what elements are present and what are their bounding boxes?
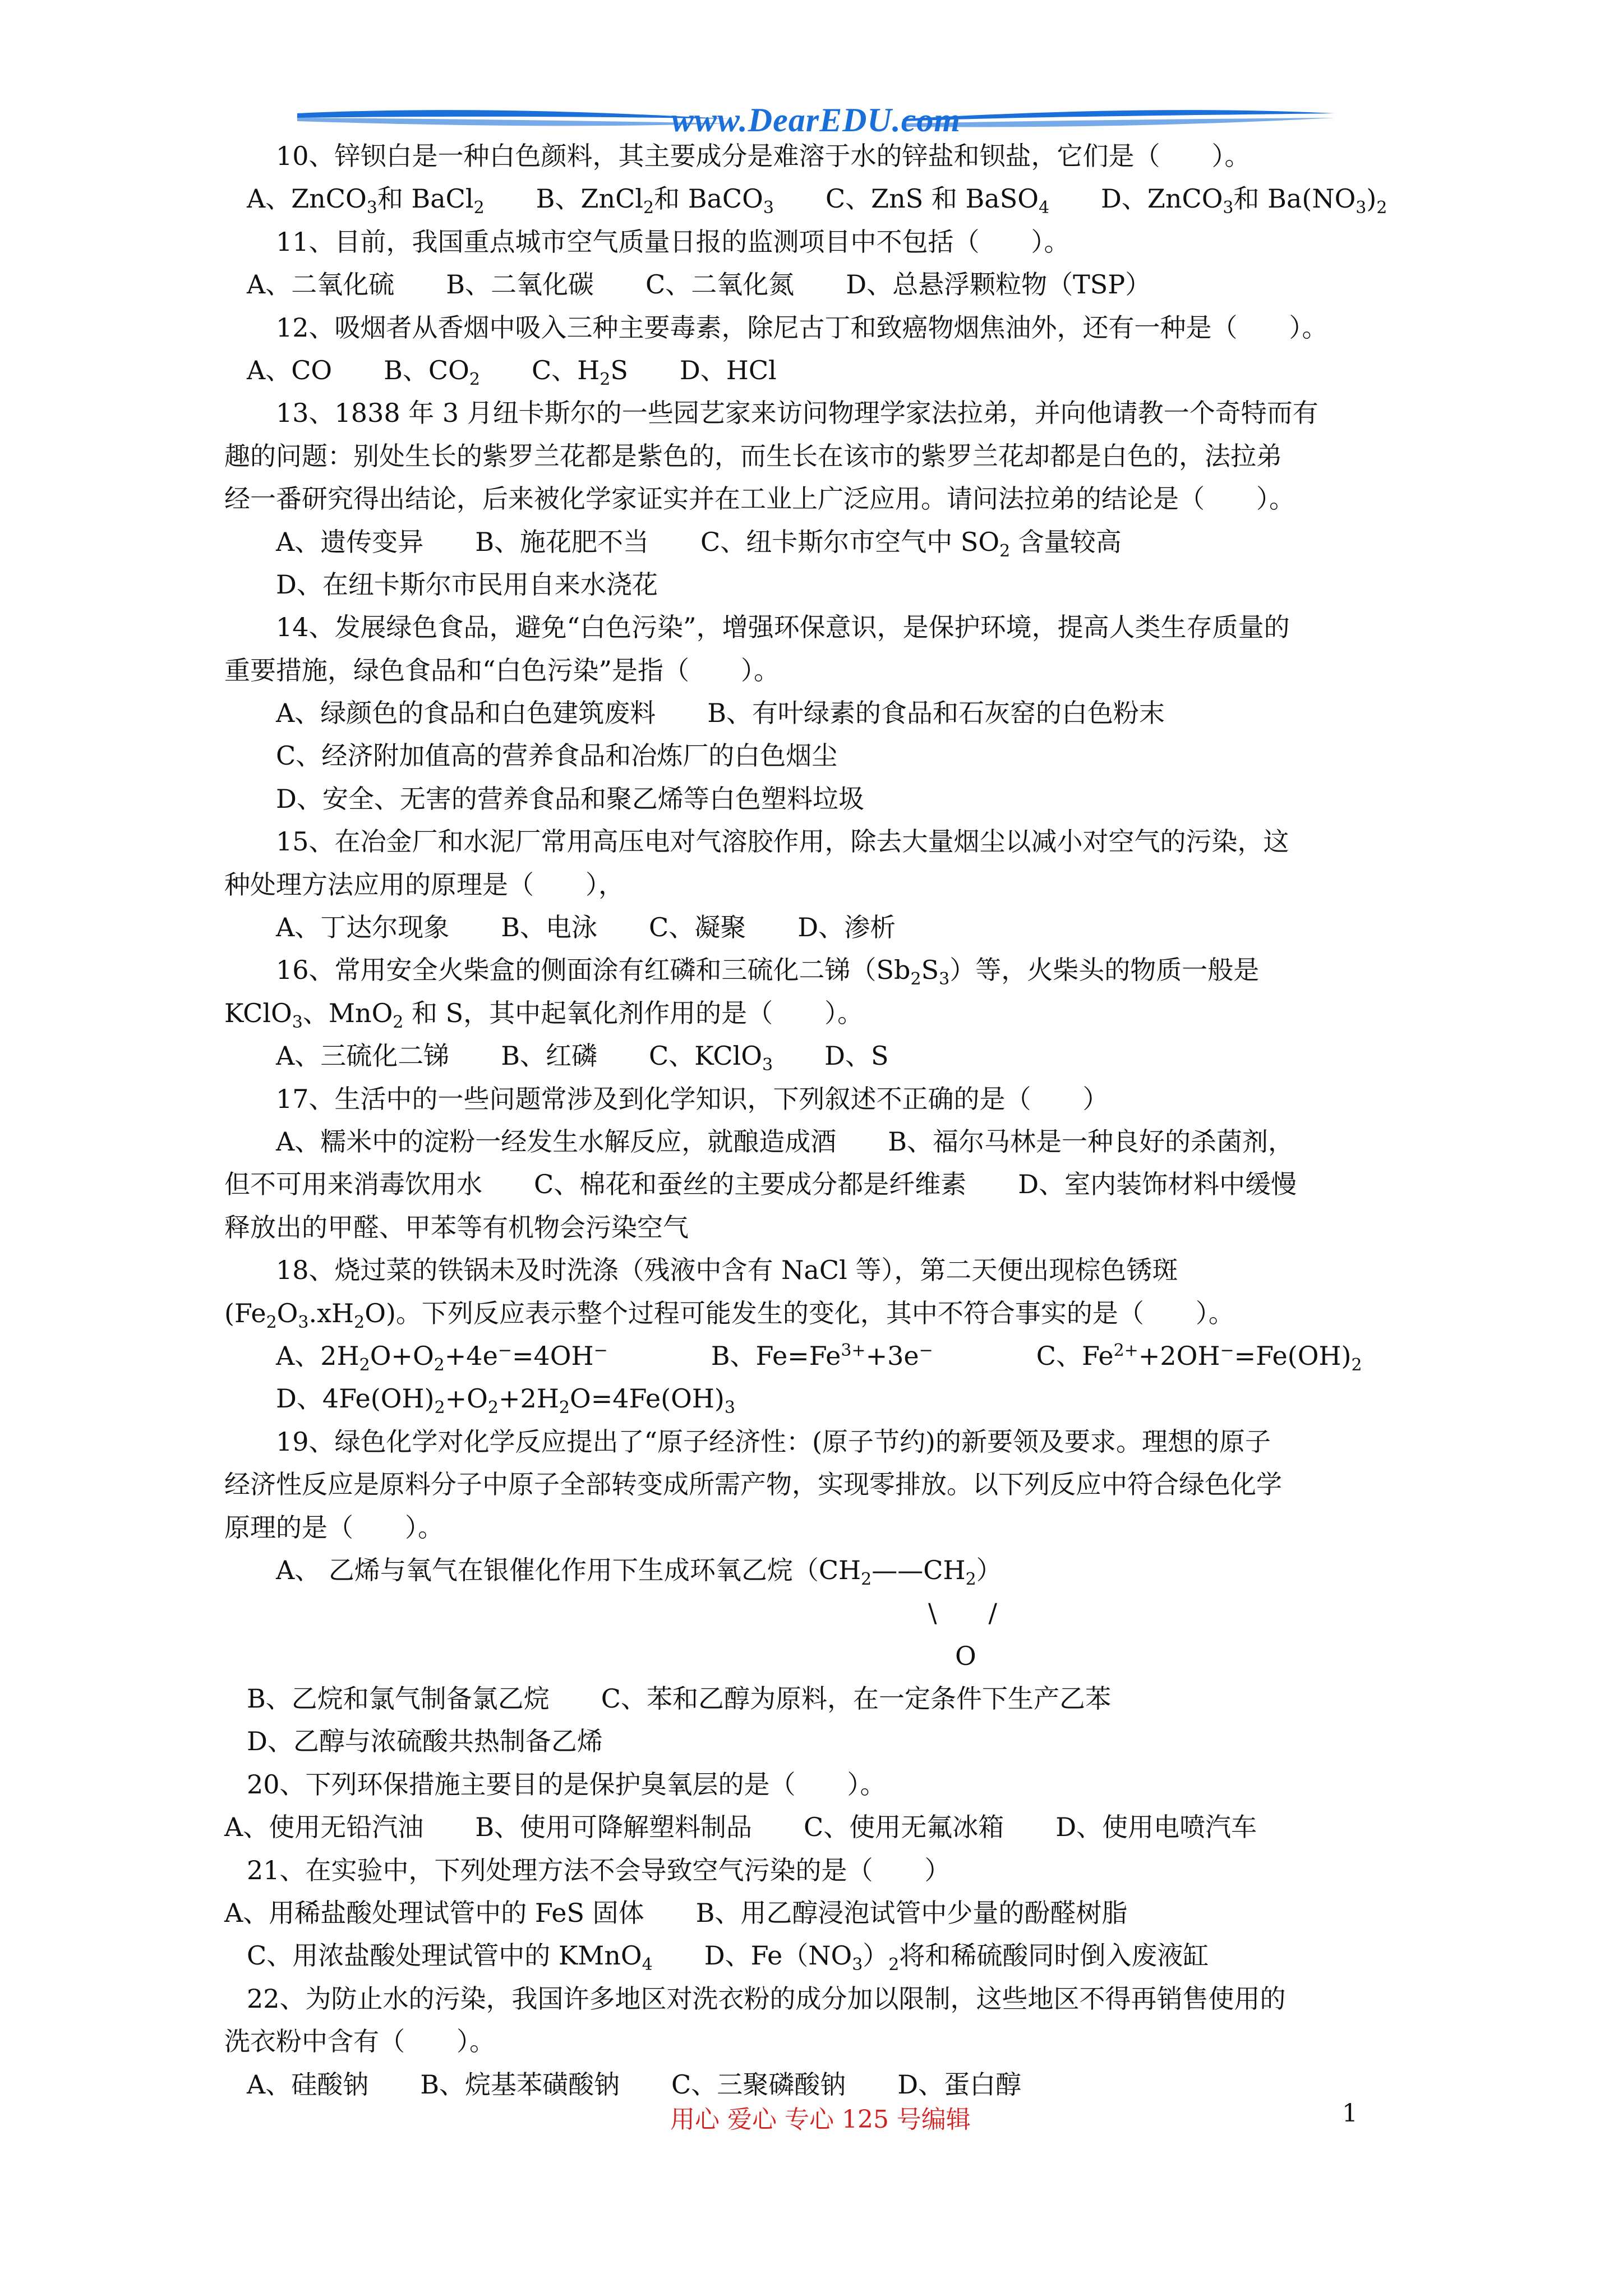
q12-stem: 12、吸烟者从香烟中吸入三种主要毒素，除尼古丁和致癌物烟焦油外，还有一种是（ ）。 [276, 312, 1328, 343]
q21-options-ab: A、用稀盐酸处理试管中的 FeS 固体 B、用乙醇浸泡试管中少量的酚醛树脂 [224, 1898, 1128, 1929]
q20-stem: 20、下列环保措施主要目的是保护臭氧层的是（ ）。 [247, 1769, 886, 1800]
q19-structure-bonds: \ / [928, 1598, 997, 1628]
q13-option-d: D、在纽卡斯尔市民用自来水浇花 [276, 569, 658, 600]
q12-options: A、CO B、$CO_2$ C、$H_2S$ D、HCl [247, 355, 777, 389]
q15-line1: 15、在冶金厂和水泥厂常用高压电对气溶胶作用，除去大量烟尘以减小对空气的污染，这 [276, 826, 1289, 857]
q13-options-abc: A、遗传变异 B、施花肥不当 C、纽卡斯尔市空气中 $SO_2$ 含量较高 [276, 526, 1122, 561]
site-logo[interactable]: www.DearEDU.com [671, 102, 961, 139]
q21-stem: 21、在实验中，下列处理方法不会导致空气污染的是（ ） [247, 1855, 951, 1885]
q22-line2: 洗衣粉中含有（ ）。 [224, 2026, 495, 2057]
q13-line1: 13、1838 年 3 月纽卡斯尔的一些园艺家来访问物理学家法拉弟，并向他请教一个奇特而有 [276, 398, 1318, 429]
q15-options: A、丁达尔现象 B、电泳 C、凝聚 D、渗析 [276, 912, 896, 943]
q21-options-cd: C、用浓盐酸处理试管中的 KMnO$_4$ D、$Fe(NO_3)_2$将和稀硫酸同时倒入废液缸 [247, 1940, 1209, 1975]
question-list [224, 135, 1430, 2106]
q19-line1: 19、绿色化学对化学反应提出了“原子经济性：(原子节约)的新要领及要求。理想的原子 [276, 1426, 1271, 1457]
q16-line1: 16、常用安全火柴盒的侧面涂有红磷和三硫化二锑$(Sb_2S_3)$等，火柴头的物质一般是 [276, 955, 1260, 990]
q19-line3: 原理的是（ ）。 [224, 1512, 444, 1543]
q10-options: A、ZnCO$_3$和 BaCl$_2$ B、ZnCl$_2$和 BaCO$_3$ C、ZnS 和 BaSO$_4$ D、ZnCO$_3$和 $Ba(NO_3)_2$ [247, 183, 1387, 218]
q22-options: A、硅酸钠 B、烷基苯磺酸钠 C、三聚磷酸钠 D、蛋白醇 [247, 2069, 1022, 2100]
q13-line2: 趣的问题：别处生长的紫罗兰花都是紫色的，而生长在该市的紫罗兰花却都是白色的，法拉弟 [224, 440, 1282, 471]
q20-options: A、使用无铅汽油 B、使用可降解塑料制品 C、使用无氟冰箱 D、使用电喷汽车 [224, 1812, 1257, 1843]
q18-options-abc: A、$2H_2O+O_2+4e^-=4OH^-$ B、$Fe=Fe^{3+}+3e^-$ C、$Fe^{2+}+2OH^-=Fe(OH)_2$ [276, 1340, 1362, 1375]
q22-line1: 22、为防止水的污染，我国许多地区对洗衣粉的成分加以限制，这些地区不得再销售使用的 [247, 1983, 1286, 2014]
footer-text: 用心 爱心 专心 125 号编辑 [670, 2105, 971, 2134]
q16-options: A、三硫化二锑 B、红磷 C、KClO$_3$ D、S [276, 1041, 889, 1075]
page-number: 1 [1342, 2099, 1358, 2128]
q17-line4: 释放出的甲醛、甲苯等有机物会污染空气 [224, 1212, 689, 1243]
q19-options-bc: B、乙烷和氯气制备氯乙烷 C、苯和乙醇为原料，在一定条件下生产乙苯 [247, 1683, 1111, 1714]
q19-option-d: D、乙醇与浓硫酸共热制备乙烯 [247, 1726, 603, 1757]
q18-line1: 18、烧过菜的铁锅未及时洗涤（残液中含有 NaCl 等），第二天便出现棕色锈斑 [276, 1255, 1178, 1286]
q16-line2: KClO$_3$、MnO$_2$ 和 S，其中起氧化剂作用的是（ ）。 [224, 997, 864, 1032]
q14-option-c: C、经济附加值高的营养食品和冶炼厂的白色烟尘 [276, 740, 838, 771]
q19-structure-oxygen: O [955, 1640, 976, 1671]
q14-line1: 14、发展绿色食品，避免“白色污染”，增强环保意识，是保护环境，提高人类生存质量的 [276, 612, 1290, 643]
q14-option-d: D、安全、无害的营养食品和聚乙烯等白色塑料垃圾 [276, 783, 864, 814]
q11-stem: 11、目前，我国重点城市空气质量日报的监测项目中不包括（ ）。 [276, 226, 1070, 257]
page-footer [0, 2099, 1623, 2144]
q15-line2: 种处理方法应用的原理是（ ）， [224, 869, 624, 900]
q10-stem: 10、锌钡白是一种白色颜料，其主要成分是难溶于水的锌盐和钡盐，它们是（ ）。 [276, 141, 1251, 171]
q14-options-ab: A、绿颜色的食品和白色建筑废料 B、有叶绿素的食品和石灰窑的白色粉末 [276, 698, 1165, 729]
q14-line2: 重要措施，绿色食品和“白色污染”是指（ ）。 [224, 655, 780, 685]
q19-option-a: A、 乙烯与氧气在银催化作用下生成环氧乙烷$(CH_2——CH_2)$ [276, 1554, 1002, 1589]
q18-option-d: D、$4Fe(OH)_2+O_2+2H_2O=4Fe(OH)_3$ [276, 1383, 735, 1418]
q17-line2: A、糯米中的淀粉一经发生水解反应，就酿造成酒 B、福尔马林是一种良好的杀菌剂， [276, 1126, 1294, 1157]
q18-line2: $(Fe_2O_3.xH_2O)$。下列反应表示整个过程可能发生的变化，其中不符合事实的是（ ）。 [224, 1297, 1234, 1332]
q13-line3: 经一番研究得出结论，后来被化学家证实并在工业上广泛应用。请问法拉弟的结论是（ ）。 [224, 484, 1295, 514]
q19-line2: 经济性反应是原料分子中原子全部转变成所需产物，实现零排放。以下列反应中符合绿色化学 [224, 1469, 1282, 1500]
q11-options: A、二氧化硫 B、二氧化碳 C、二氧化氮 D、总悬浮颗粒物（TSP） [247, 269, 1151, 300]
q17-stem: 17、生活中的一些问题常涉及到化学知识，下列叙述不正确的是（ ） [276, 1083, 1109, 1114]
q17-line3: 但不可用来消毒饮用水 C、棉花和蚕丝的主要成分都是纤维素 D、室内装饰材料中缓慢 [224, 1169, 1297, 1200]
